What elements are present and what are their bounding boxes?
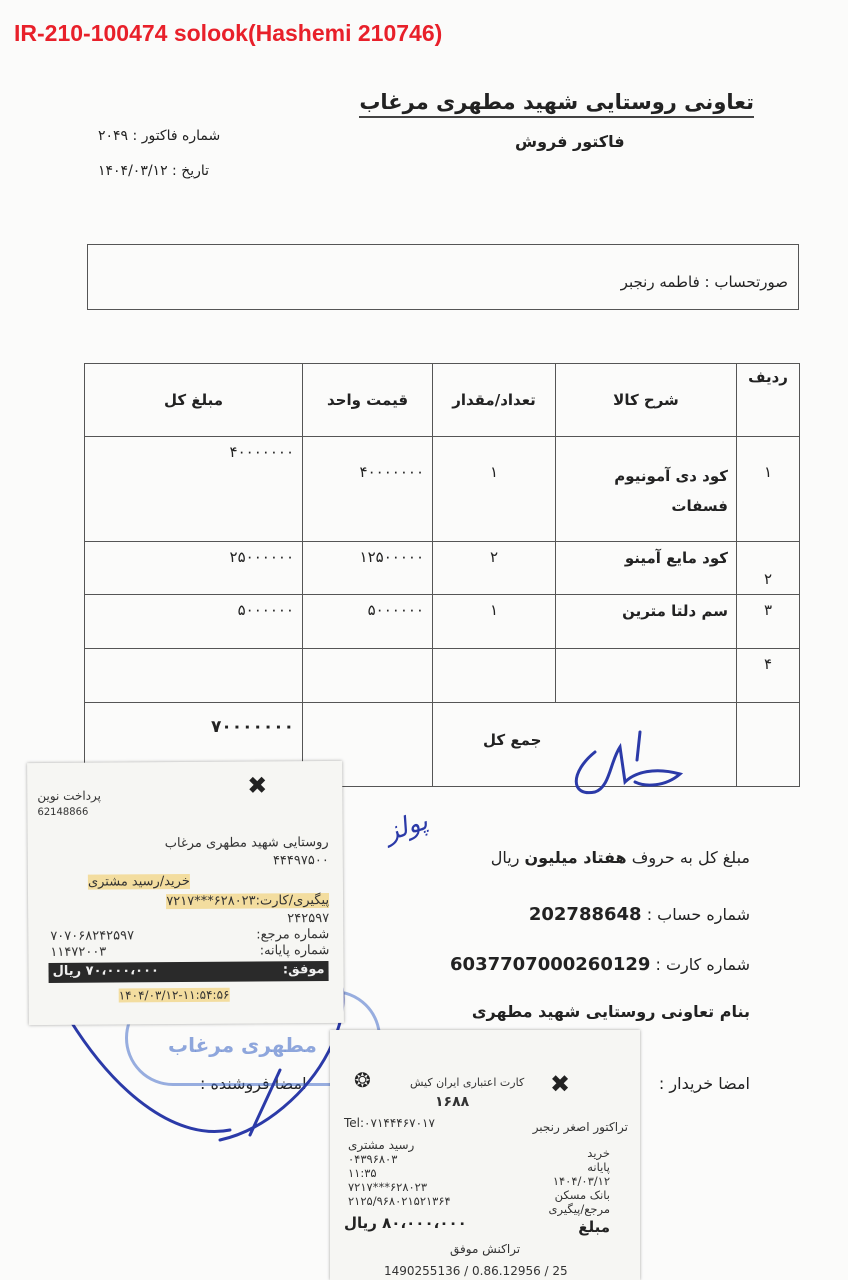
receipt1-ref-value: ۷۰۷۰۶۸۲۴۲۵۹۷: [50, 928, 135, 944]
row-quantity: ۱: [433, 595, 556, 649]
account-value: 202788648: [528, 904, 642, 925]
receipt1-card-line: پیگیری/کارت:۶۲۸۰۲۳***۷۲۱۷: [166, 892, 330, 910]
card-value: 6037707000260129: [450, 954, 651, 975]
stamp-text: مطهری مرغاب: [168, 1033, 317, 1057]
receipt2-ref-value: ۲۱۲۵/۹۶۸۰۲۱۵۲۱۳۶۴: [348, 1194, 451, 1208]
receipt2-bank: بانک مسکن: [554, 1188, 610, 1202]
buyer-signature-label: امضا خریدار :: [658, 1074, 750, 1093]
table-row: [85, 649, 800, 703]
amount-words-suffix: ریال: [490, 848, 520, 867]
table-header-row: [85, 364, 800, 437]
organization-title: تعاونی روستایی شهید مطهری مرغاب: [359, 90, 754, 118]
row-unit-price: ۱۲۵۰۰۰۰۰: [303, 542, 433, 595]
customer-box: [87, 244, 799, 310]
receipt2-ref-label: مرجع/پیگیری: [548, 1202, 610, 1216]
empty-cell: [737, 703, 800, 787]
pos-receipt-1: [27, 761, 344, 1025]
receipt1-terminal-label: شماره پایانه:: [259, 942, 330, 959]
receipt1-card-partial: ۲۴۲۵۹۷: [287, 910, 330, 927]
card-number-line: [450, 954, 750, 975]
header-unit-price: قیمت واحد: [303, 364, 433, 437]
pos-receipt-2: [330, 1030, 640, 1280]
receipt2-terminal-label: پایانه: [587, 1160, 610, 1174]
amount-words-value: هفتاد میلیون: [524, 848, 627, 867]
header-quantity: تعداد/مقدار: [433, 364, 556, 437]
amount-in-words: [491, 848, 750, 867]
row-description: [556, 649, 737, 703]
invoice-number: شماره فاکتور : ۲۰۴۹: [98, 128, 221, 144]
row-total: ۵۰۰۰۰۰۰: [85, 595, 303, 649]
row-unit-price: [303, 649, 433, 703]
receipt1-merchant: روستایی شهید مطهری مرغاب: [164, 834, 329, 852]
receipt2-hotline: ۱۶۸۸: [435, 1094, 470, 1110]
row-unit-price: ۴۰۰۰۰۰۰۰: [303, 437, 433, 542]
header-description: شرح کالا: [556, 364, 737, 437]
amount-words-prefix: مبلغ کل به حروف: [631, 848, 750, 867]
row-description: کود مایع آمینو: [556, 542, 737, 595]
row-unit-price: ۵۰۰۰۰۰۰: [303, 595, 433, 649]
receipt2-time: ۱۱:۳۵: [348, 1166, 377, 1180]
header-row: ردیف: [737, 364, 800, 437]
row-description: کود دی آمونیوم فسفات: [556, 437, 737, 542]
seller-signature-label: امضا فروشنده :: [200, 1074, 307, 1093]
row-index: ۲: [737, 542, 800, 595]
receipt2-terminal-value: ۰۴۳۹۶۸۰۳: [348, 1152, 398, 1166]
receipt1-type: خرید/رسید مشتری: [87, 873, 190, 890]
receipt2-brand: کارت اعتباری ایران کیش: [410, 1076, 525, 1089]
row-total: [85, 649, 303, 703]
customer-name: صورتحساب : فاطمه رنجبر: [620, 273, 788, 291]
invoice-date: تاریخ : ۱۴۰۴/۰۳/۱۲: [98, 163, 210, 179]
receipt2-date: ۱۴۰۴/۰۳/۱۲: [552, 1174, 610, 1188]
row-quantity: ۲: [433, 542, 556, 595]
paid-handwritten-note: پولز: [381, 806, 432, 848]
receipt1-ref-label: شماره مرجع:: [256, 926, 330, 943]
reference-code: IR-210-100474 solook(Hashemi 210746): [14, 20, 443, 46]
row-total: ۴۰۰۰۰۰۰۰: [85, 437, 303, 542]
card-label: شماره کارت :: [655, 955, 750, 974]
receipt2-purchase: خرید: [587, 1146, 610, 1160]
table-row: [85, 437, 800, 542]
row-quantity: ۱: [433, 437, 556, 542]
receipt1-terminal-id: 62148866: [37, 806, 89, 819]
receipt2-merchant: تراکتور اصغر رنجبر: [532, 1120, 628, 1134]
receipt2-status: تراکنش موفق: [450, 1242, 521, 1256]
receipt1-amount-bar: [48, 961, 328, 983]
receipt2-tel: Tel:۰۷۱۴۴۴۶۷۰۱۷: [344, 1116, 435, 1130]
header-total: مبلغ کل: [85, 364, 303, 437]
row-index: ۳: [737, 595, 800, 649]
account-label: شماره حساب :: [646, 905, 750, 924]
row-description: سم دلتا مترین: [556, 595, 737, 649]
receipt1-brand: پرداخت نوین: [37, 788, 102, 804]
receipt1-status: موفق:: [282, 962, 325, 978]
shaparak-logo-icon: ✖: [247, 771, 268, 800]
receipt2-serial: 1490255136 / 0.86.12956 / 25: [384, 1264, 568, 1278]
beneficiary-name: بنام تعاونی روستایی شهید مطهری: [471, 1002, 750, 1021]
signature-scribble: [565, 712, 705, 802]
receipt1-terminal-value: ۱۱۴۷۲۰۰۳: [50, 944, 107, 960]
table-row: [85, 542, 800, 595]
receipt1-datetime: ۱۴۰۴/۰۳/۱۲-۱۱:۵۴:۵۶: [118, 987, 230, 1003]
row-index: ۴: [737, 649, 800, 703]
shaparak-logo-icon: ✖: [550, 1070, 571, 1098]
row-index: ۱: [737, 437, 800, 542]
receipt2-amount-label: مبلغ: [578, 1218, 610, 1236]
receipt1-amount: ۷۰،۰۰۰،۰۰۰ ریال: [52, 963, 160, 979]
irankish-logo-icon: ❂: [354, 1068, 371, 1092]
row-total: ۲۵۰۰۰۰۰۰: [85, 542, 303, 595]
receipt2-card: ۶۲۸۰۲۳***۷۲۱۷: [348, 1180, 428, 1194]
row-quantity: [433, 649, 556, 703]
receipt2-type: رسید مشتری: [348, 1138, 415, 1152]
document-type: فاکتور فروش: [515, 132, 625, 151]
account-number-line: [529, 904, 750, 925]
receipt2-amount: ۸۰،۰۰۰،۰۰۰ ریال: [344, 1214, 467, 1232]
grand-total: ۷۰۰۰۰۰۰۰: [85, 703, 303, 787]
receipt1-merchant-code: ۴۴۴۹۷۵۰۰: [272, 852, 329, 869]
grand-total-label: جمع کل: [433, 703, 737, 787]
table-row: [85, 595, 800, 649]
